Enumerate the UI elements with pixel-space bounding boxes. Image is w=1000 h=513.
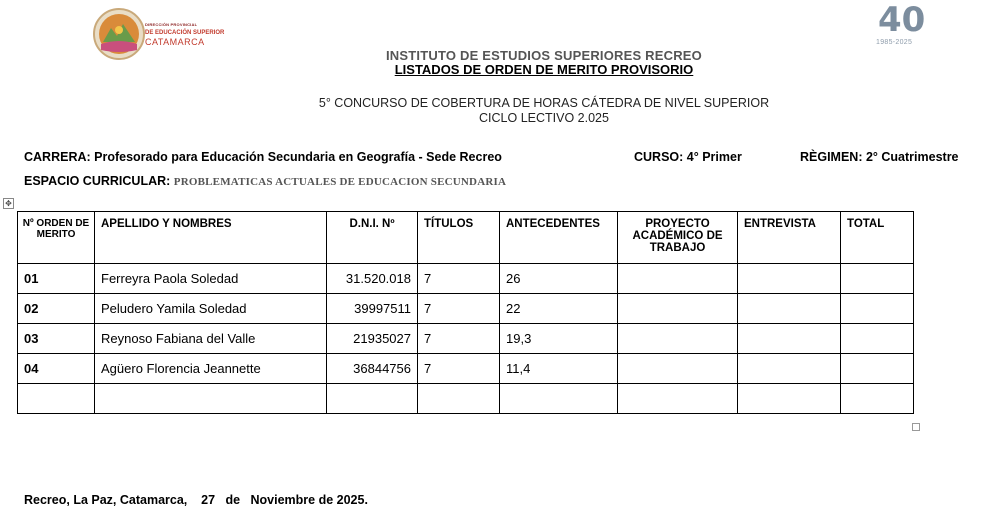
curricular-space-value: PROBLEMATICAS ACTUALES DE EDUCACION SECUNDARIA [173, 176, 507, 188]
header-total: TOTAL [841, 212, 914, 264]
school-year: CICLO LECTIVO 2.025 [479, 111, 609, 125]
cell-titulos: 7 [418, 294, 500, 324]
cell-nombre: Ferreyra Paola Soledad [95, 264, 327, 294]
header-antecedentes: ANTECEDENTES [500, 212, 618, 264]
cell-dni: 39997511 [327, 294, 418, 324]
cell-orden [18, 384, 95, 414]
cell-antecedentes: 22 [500, 294, 618, 324]
cell-dni: 31.520.018 [327, 264, 418, 294]
logo-line-2: DE EDUCACIÓN SUPERIOR [145, 30, 225, 36]
move-handle-icon[interactable]: ✥ [3, 198, 14, 209]
cell-proyecto [618, 324, 738, 354]
header-orden: Nº ORDEN DE MERITO [18, 212, 95, 264]
cell-proyecto [618, 354, 738, 384]
logo-line-3: CATAMARCA [145, 37, 205, 47]
cell-total [841, 384, 914, 414]
header-proyecto: PROYECTO ACADÉMICO DE TRABAJO [618, 212, 738, 264]
table-row [18, 324, 914, 354]
cell-dni: 36844756 [327, 354, 418, 384]
anniversary-logo [872, 2, 942, 52]
cell-orden: 01 [18, 264, 95, 294]
anniversary-number: 40 [878, 0, 926, 40]
cell-antecedentes [500, 384, 618, 414]
curricular-space [24, 174, 506, 188]
table-header-row [18, 212, 914, 264]
table-row [18, 264, 914, 294]
cell-nombre: Agüero Florencia Jeannette [95, 354, 327, 384]
cell-titulos [418, 384, 500, 414]
table-row [18, 384, 914, 414]
cell-nombre: Reynoso Fabiana del Valle [95, 324, 327, 354]
anniversary-years: 1985-2025 [876, 39, 913, 46]
place-and-date: Recreo, La Paz, Catamarca, 27 de Noviembre de 2025. [24, 493, 368, 507]
cell-orden: 04 [18, 354, 95, 384]
table-row [18, 294, 914, 324]
header-entrevista: ENTREVISTA [738, 212, 841, 264]
resize-handle-icon[interactable] [912, 423, 920, 431]
cell-antecedentes: 19,3 [500, 324, 618, 354]
course-info: CURSO: 4° Primer [634, 150, 742, 164]
header-dni: D.N.I. Nº [327, 212, 418, 264]
cell-entrevista [738, 264, 841, 294]
logo-line-1: DIRECCIÓN PROVINCIAL [145, 22, 198, 27]
institute-name: INSTITUTO DE ESTUDIOS SUPERIORES RECREO [386, 48, 702, 63]
cell-proyecto [618, 384, 738, 414]
cell-antecedentes: 26 [500, 264, 618, 294]
cell-antecedentes: 11,4 [500, 354, 618, 384]
cell-titulos: 7 [418, 354, 500, 384]
career-info: CARRERA: Profesorado para Educación Secundaria en Geografía - Sede Recreo [24, 150, 502, 164]
cell-orden: 03 [18, 324, 95, 354]
cell-total [841, 294, 914, 324]
cell-entrevista [738, 324, 841, 354]
cell-titulos: 7 [418, 264, 500, 294]
cell-entrevista [738, 354, 841, 384]
cell-dni: 21935027 [327, 324, 418, 354]
cell-dni [327, 384, 418, 414]
regime-info: RÈGIMEN: 2° Cuatrimestre [800, 150, 959, 164]
curricular-space-label: ESPACIO CURRICULAR: [24, 174, 174, 188]
cell-titulos: 7 [418, 324, 500, 354]
cell-nombre [95, 384, 327, 414]
document-title: LISTADOS DE ORDEN DE MERITO PROVISORIO [394, 62, 694, 77]
cell-orden: 02 [18, 294, 95, 324]
cell-proyecto [618, 264, 738, 294]
cell-total [841, 324, 914, 354]
contest-title: 5° CONCURSO DE COBERTURA DE HORAS CÁTEDRA DE NIVEL SUPERIOR [318, 96, 770, 110]
cell-nombre: Peludero Yamila Soledad [95, 294, 327, 324]
header-titulos: TÍTULOS [418, 212, 500, 264]
cell-entrevista [738, 294, 841, 324]
header-nombre: APELLIDO Y NOMBRES [95, 212, 327, 264]
cell-total [841, 264, 914, 294]
cell-proyecto [618, 294, 738, 324]
merit-order-table [17, 211, 914, 414]
cell-entrevista [738, 384, 841, 414]
table-row [18, 354, 914, 384]
cell-total [841, 354, 914, 384]
